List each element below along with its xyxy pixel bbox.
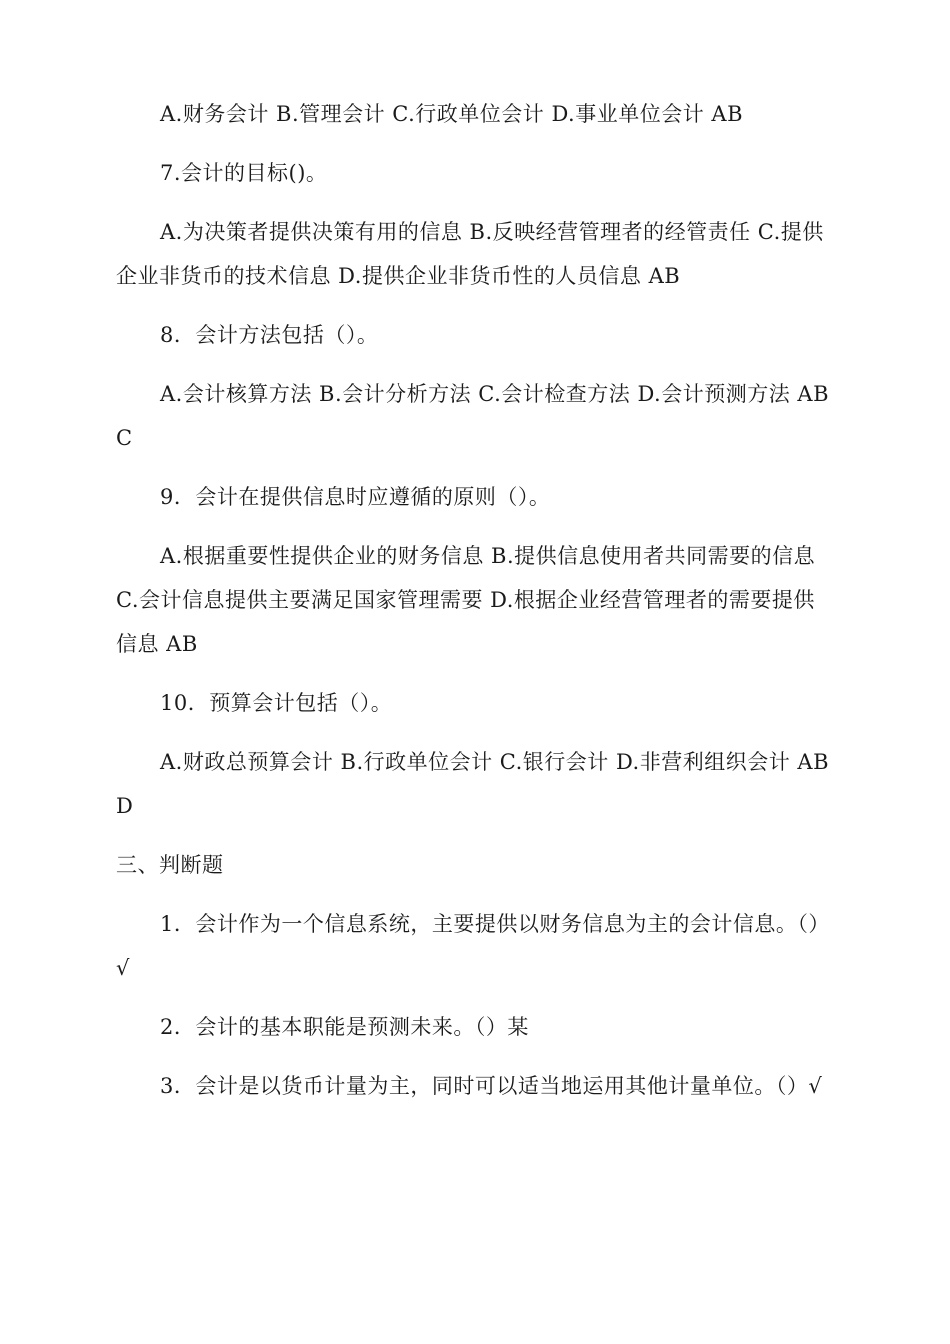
question-10-options: A.财政总预算会计 B.行政单位会计 C.银行会计 D.非营利组织会计 ABD [116,750,830,818]
document-page [116,92,836,1123]
question-8-stem: 8．会计方法包括（）。 [160,323,379,347]
question-8-options: A.会计核算方法 B.会计分析方法 C.会计检查方法 D.会计预测方法 ABC [116,382,830,450]
question-7-options: A.为决策者提供决策有用的信息 B.反映经营管理者的经管责任 C.提供企业非货币的技术信息 D.提供企业非货币性的人员信息 AB [116,220,824,288]
true-false-question-1: 1．会计作为一个信息系统，主要提供以财务信息为主的会计信息。（）√ [116,912,830,980]
question-9-stem: 9．会计在提供信息时应遵循的原则（）。 [160,485,551,509]
question-7-stem: 7.会计的目标()。 [160,161,328,185]
question-10-stem: 10．预算会计包括（）。 [160,691,393,715]
true-false-question-3: 3．会计是以货币计量为主，同时可以适当地运用其他计量单位。（）√ [160,1074,823,1098]
question-9-options: A.根据重要性提供企业的财务信息 B.提供信息使用者共同需要的信息 C.会计信息提供主要满足国家管理需要 D.根据企业经营管理者的需要提供信息 AB [116,544,816,656]
true-false-question-2: 2．会计的基本职能是预测未来。（）某 [160,1015,529,1039]
question-6-options: A.财务会计 B.管理会计 C.行政单位会计 D.事业单位会计 AB [160,102,744,126]
section-heading-true-false: 三、判断题 [116,853,224,877]
